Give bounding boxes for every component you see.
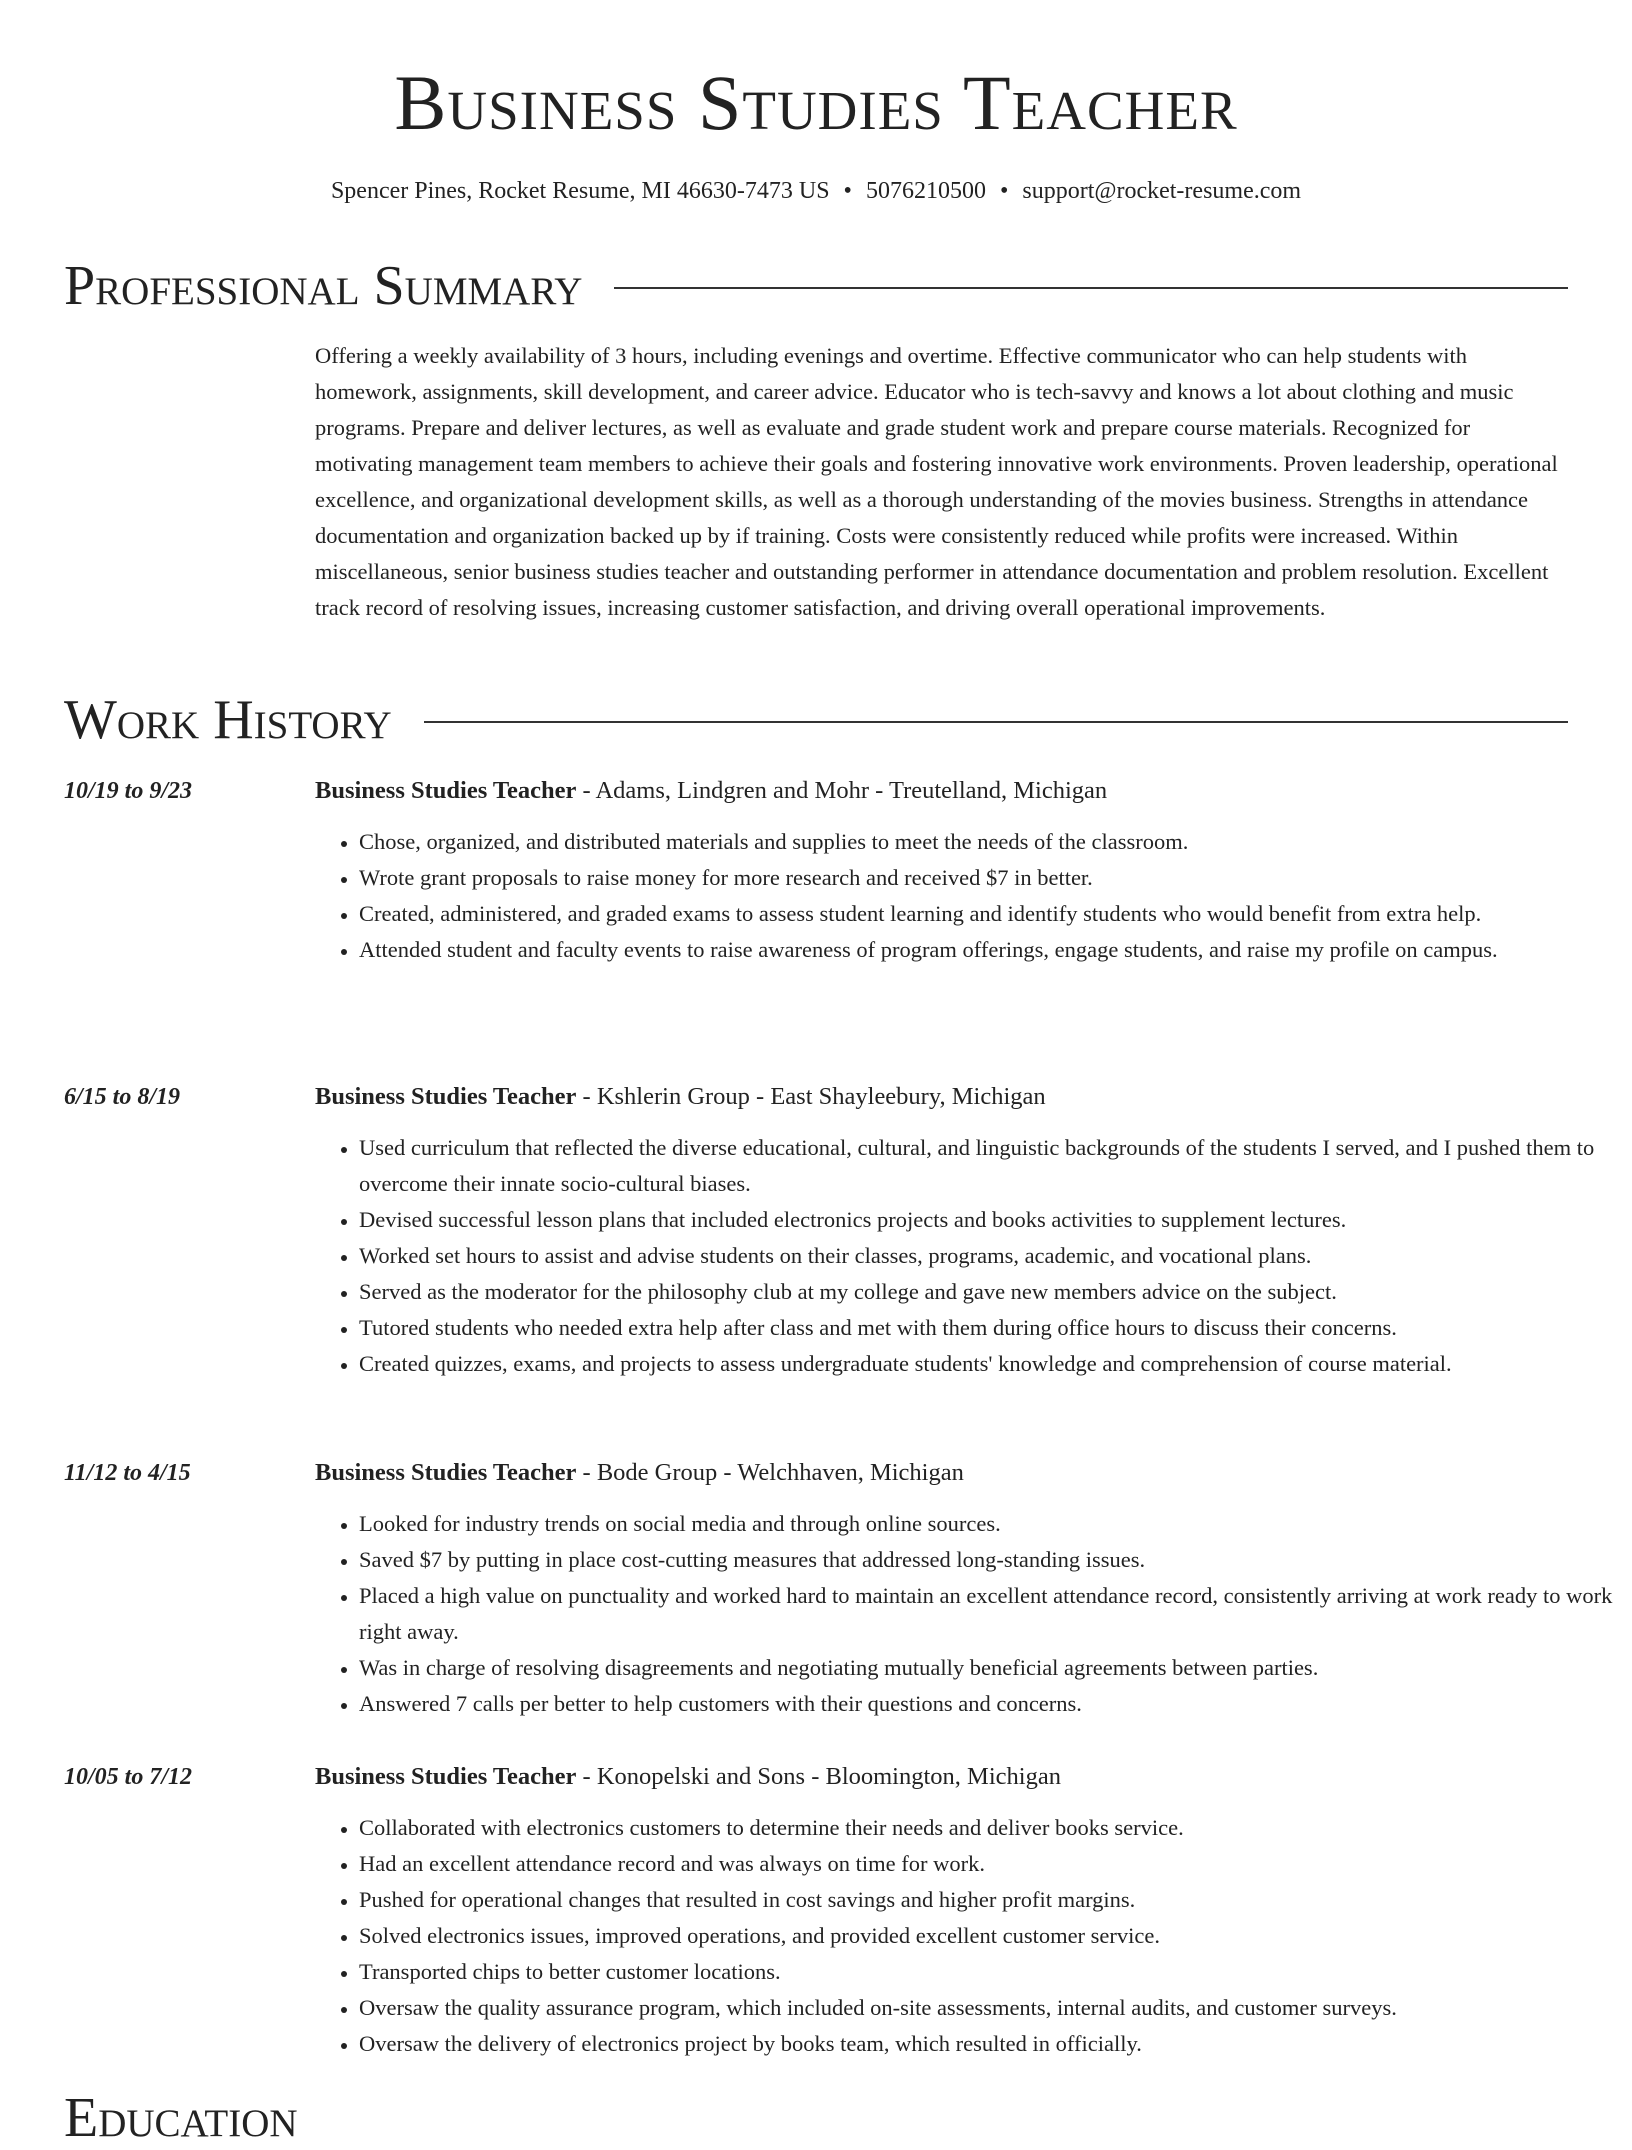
job-role: Business Studies Teacher [315,1763,577,1790]
job-role: Business Studies Teacher [315,777,577,804]
job-bullet: • Worked set hours to assist and advise students on their classes, programs, academic, and vocational plans. [359,1238,1614,1274]
job-bullet: • Used curriculum that reflected the diverse educational, cultural, and linguistic backgrounds of the students I served, and I pushed them to overcome their innate socio-cultural biases. [359,1130,1614,1202]
job-bullet: • Had an excellent attendance record and was always on time for work. [359,1846,1614,1882]
job-dates: 10/05 to 7/12 [64,1764,193,1790]
job-bullet: • Answered 7 calls per better to help customers with their questions and concerns. [359,1686,1614,1722]
job-bullet: • Wrote grant proposals to raise money for more research and received $7 in better. [359,860,1614,896]
contact-email: support@rocket-resume.com [1022,178,1302,204]
job-bullet: • Created quizzes, exams, and projects to assess undergraduate students' knowledge and comprehension of course material. [359,1346,1614,1382]
job-heading [315,1760,1570,1794]
job-bullet: • Oversaw the quality assurance program, which included on-site assessments, internal audits, and customer surveys. [359,1990,1614,2026]
job-heading [315,774,1570,808]
job-bullet: • Was in charge of resolving disagreements and negotiating mutually beneficial agreements between parties. [359,1650,1614,1686]
resume-title: Business Studies Teacher [394,59,1238,146]
work-history-heading: Work History [64,689,392,751]
work-history-section-header [64,688,1568,752]
job-bullets [315,1810,1614,2062]
job-heading [315,1080,1570,1114]
summary-section-header [64,254,1568,318]
job-role: Business Studies Teacher [315,1083,577,1110]
contact-phone: 5076210500 [865,178,986,204]
job-employer-location: - Bode Group - Welchhaven, Michigan [576,1459,964,1486]
section-divider [424,721,1568,723]
job-bullet: • Saved $7 by putting in place cost-cutting measures that addressed long-standing issues. [359,1542,1614,1578]
summary-heading: Professional Summary [64,255,583,317]
job-employer-location: - Konopelski and Sons - Bloomington, Michigan [576,1763,1061,1790]
job-bullet: • Pushed for operational changes that resulted in cost savings and higher profit margins. [359,1882,1614,1918]
contact-separator: • [999,178,1009,204]
job-heading [315,1456,1570,1490]
job-bullet: • Transported chips to better customer locations. [359,1954,1614,1990]
education-heading: Education [64,2087,298,2149]
job-bullet: • Chose, organized, and distributed materials and supplies to meet the needs of the classroom. [359,824,1614,860]
education-section-header [64,2086,1568,2149]
job-bullet: • Collaborated with electronics customers to determine their needs and deliver books service. [359,1810,1614,1846]
job-role: Business Studies Teacher [315,1459,577,1486]
job-bullet: • Oversaw the delivery of electronics project by books team, which resulted in officially. [359,2026,1614,2062]
job-bullet: • Solved electronics issues, improved operations, and provided excellent customer service. [359,1918,1614,1954]
summary-text: Offering a weekly availability of 3 hours, including evenings and overtime. Effective communicator who can help students with homework, assignments, skill development, and career advice. Educator who is tech-savvy and knows a lot about clothing and music programs. Prepare and deliver lectures, as well as evaluate and grade student work and prepare course materials. Recognized for motivating management team members to achieve their goals and fostering innovative work environments. Proven leadership, operational excellence, and organizational development skills, as well as a thorough understanding of the movies business. Strengths in attendance documentation and organization backed up by if training. Costs were consistently reduced while profits were increased. Within miscellaneous, senior business studies teacher and outstanding performer in attendance documentation and problem resolution. Excellent track record of resolving issues, increasing customer satisfaction, and driving overall operational improvements. [315,343,1558,620]
job-dates: 6/15 to 8/19 [64,1084,181,1110]
job-employer-location: - Kshlerin Group - East Shayleebury, Michigan [576,1083,1046,1110]
job-bullet: • Tutored students who needed extra help after class and met with them during office hours to discuss their concerns. [359,1310,1614,1346]
job-bullet: • Devised successful lesson plans that included electronics projects and books activities to supplement lectures. [359,1202,1614,1238]
job-bullet: • Looked for industry trends on social media and through online sources. [359,1506,1614,1542]
section-divider [614,287,1568,289]
job-employer-location: - Adams, Lindgren and Mohr - Treutelland, Michigan [576,777,1108,804]
job-bullet: • Attended student and faculty events to raise awareness of program offerings, engage students, and raise my profile on campus. [359,932,1614,968]
job-bullet: • Created, administered, and graded exams to assess student learning and identify students who would benefit from extra help. [359,896,1614,932]
contact-line [0,174,1632,208]
job-dates: 10/19 to 9/23 [64,778,193,804]
contact-separator: • [843,178,852,204]
job-bullets [315,1506,1614,1722]
contact-address: Spencer Pines, Rocket Resume, MI 46630-7473 US [330,178,830,204]
job-dates: 11/12 to 4/15 [64,1460,191,1486]
job-bullet: • Served as the moderator for the philosophy club at my college and gave new members advice on the subject. [359,1274,1614,1310]
job-bullet: • Placed a high value on punctuality and worked hard to maintain an excellent attendance record, consistently arriving at work ready to work right away. [359,1578,1614,1650]
job-bullets [315,824,1614,968]
job-bullets [315,1130,1614,1382]
